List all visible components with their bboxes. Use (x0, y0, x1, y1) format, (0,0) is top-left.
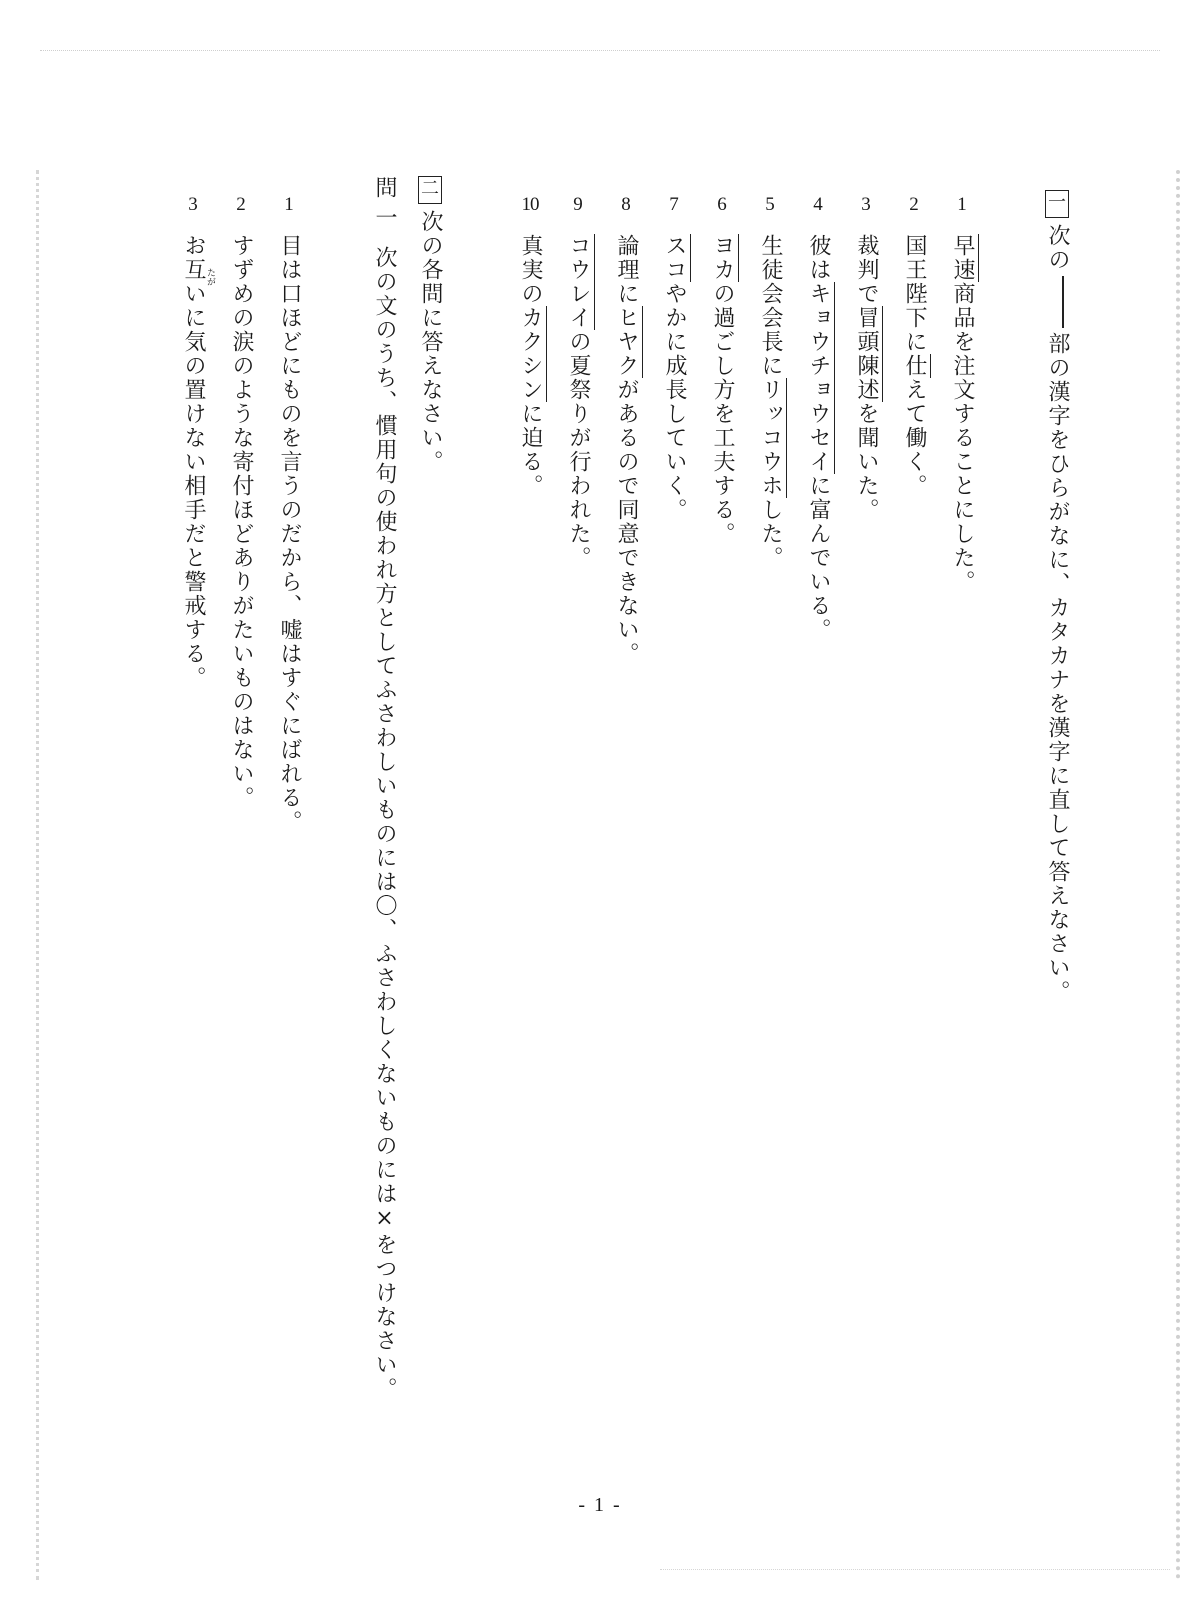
item-number: 3 (861, 194, 871, 215)
marked-word: ヨカ (710, 234, 735, 282)
section1-item-3 (843, 190, 889, 522)
item-number: 5 (765, 194, 775, 215)
section2-number: 二 (418, 176, 442, 204)
scan-edge-right (1176, 170, 1180, 1580)
item-number: 3 (188, 194, 198, 215)
question1-item-2 (218, 190, 264, 810)
item-text: 真実のカクシンに迫る。 (518, 234, 543, 498)
item-text: スコやかに成長していく。 (662, 234, 687, 522)
question1 (361, 176, 407, 1401)
section1-number: 一 (1045, 190, 1069, 218)
section1-instruction: 次の部の漢字をひらがなに、カタカナを漢字に直して答えなさい。 (1045, 224, 1070, 1004)
ruby-reading: たが (205, 268, 215, 286)
item-text: 論理にヒヤクがあるので同意できない。 (614, 234, 639, 666)
section1-item-5 (747, 190, 793, 570)
item-number: 7 (669, 194, 679, 215)
item-text: 早速商品を注文することにした。 (950, 234, 975, 594)
item-number: 1 (957, 194, 967, 215)
marked-word: 仕 (902, 354, 927, 378)
section1-item-6 (699, 190, 745, 546)
section1-item-10 (507, 190, 553, 498)
question1-label: 問一 (372, 176, 397, 236)
underline-marker-sample (1062, 276, 1064, 328)
item-text: 裁判で冒頭陳述を聞いた。 (854, 234, 879, 522)
marked-word: ヒヤク (614, 306, 639, 378)
marked-word: コウレイ (566, 234, 591, 330)
item-number: 2 (236, 194, 246, 215)
item-number: 1 (284, 194, 294, 215)
item-number: 10 (521, 194, 539, 215)
section1-item-7 (651, 190, 697, 522)
marked-word: キョウチョウセイ (806, 282, 831, 474)
marked-word: 早速 (950, 234, 975, 282)
marked-word: スコ (662, 234, 687, 282)
item-text: 目は口ほどにものを言うのだから、嘘はすぐにばれる。 (277, 234, 302, 834)
question1-text: 次の文のうち、慣用句の使われ方としてふさわしいものには〇、ふさわしくないものには×をつけなさい。 (372, 246, 397, 1401)
section1-item-2 (891, 190, 937, 498)
item-text: コウレイの夏祭りが行われた。 (566, 234, 591, 570)
question1-item-3 (170, 190, 216, 690)
marked-word: 冒頭陳述 (854, 306, 879, 402)
item-number: 4 (813, 194, 823, 215)
item-number: 9 (573, 194, 583, 215)
section2-instruction: 次の各問に答えなさい。 (418, 210, 443, 474)
item-text: ヨカの過ごし方を工夫する。 (710, 234, 735, 546)
item-text: 生徒会会長にリッコウホした。 (758, 234, 783, 570)
item-text: お互いに気の置けない相手だと警戒する。 (181, 234, 206, 690)
scan-edge-top (40, 50, 1160, 51)
page-number: - 1 - (578, 1494, 622, 1516)
item-text: 国王陛下に仕えて働く。 (902, 234, 927, 498)
section1-header (1034, 190, 1080, 1004)
item-number: 8 (621, 194, 631, 215)
section2-header (407, 176, 453, 474)
scan-edge-bottom (660, 1569, 1170, 1570)
item-number: 2 (909, 194, 919, 215)
section1-item-4 (795, 190, 841, 642)
section1-item-1 (939, 190, 985, 594)
marked-word: リッコウホ (758, 378, 783, 498)
scan-edge-left (36, 170, 39, 1580)
item-text: すずめの涙のような寄付ほどありがたいものはない。 (229, 234, 254, 810)
section1-item-8 (603, 190, 649, 666)
section1-item-9 (555, 190, 601, 570)
item-number: 6 (717, 194, 727, 215)
item-text: 彼はキョウチョウセイに富んでいる。 (806, 234, 831, 642)
question1-item-1 (266, 190, 312, 834)
marked-word: カクシン (518, 306, 543, 402)
